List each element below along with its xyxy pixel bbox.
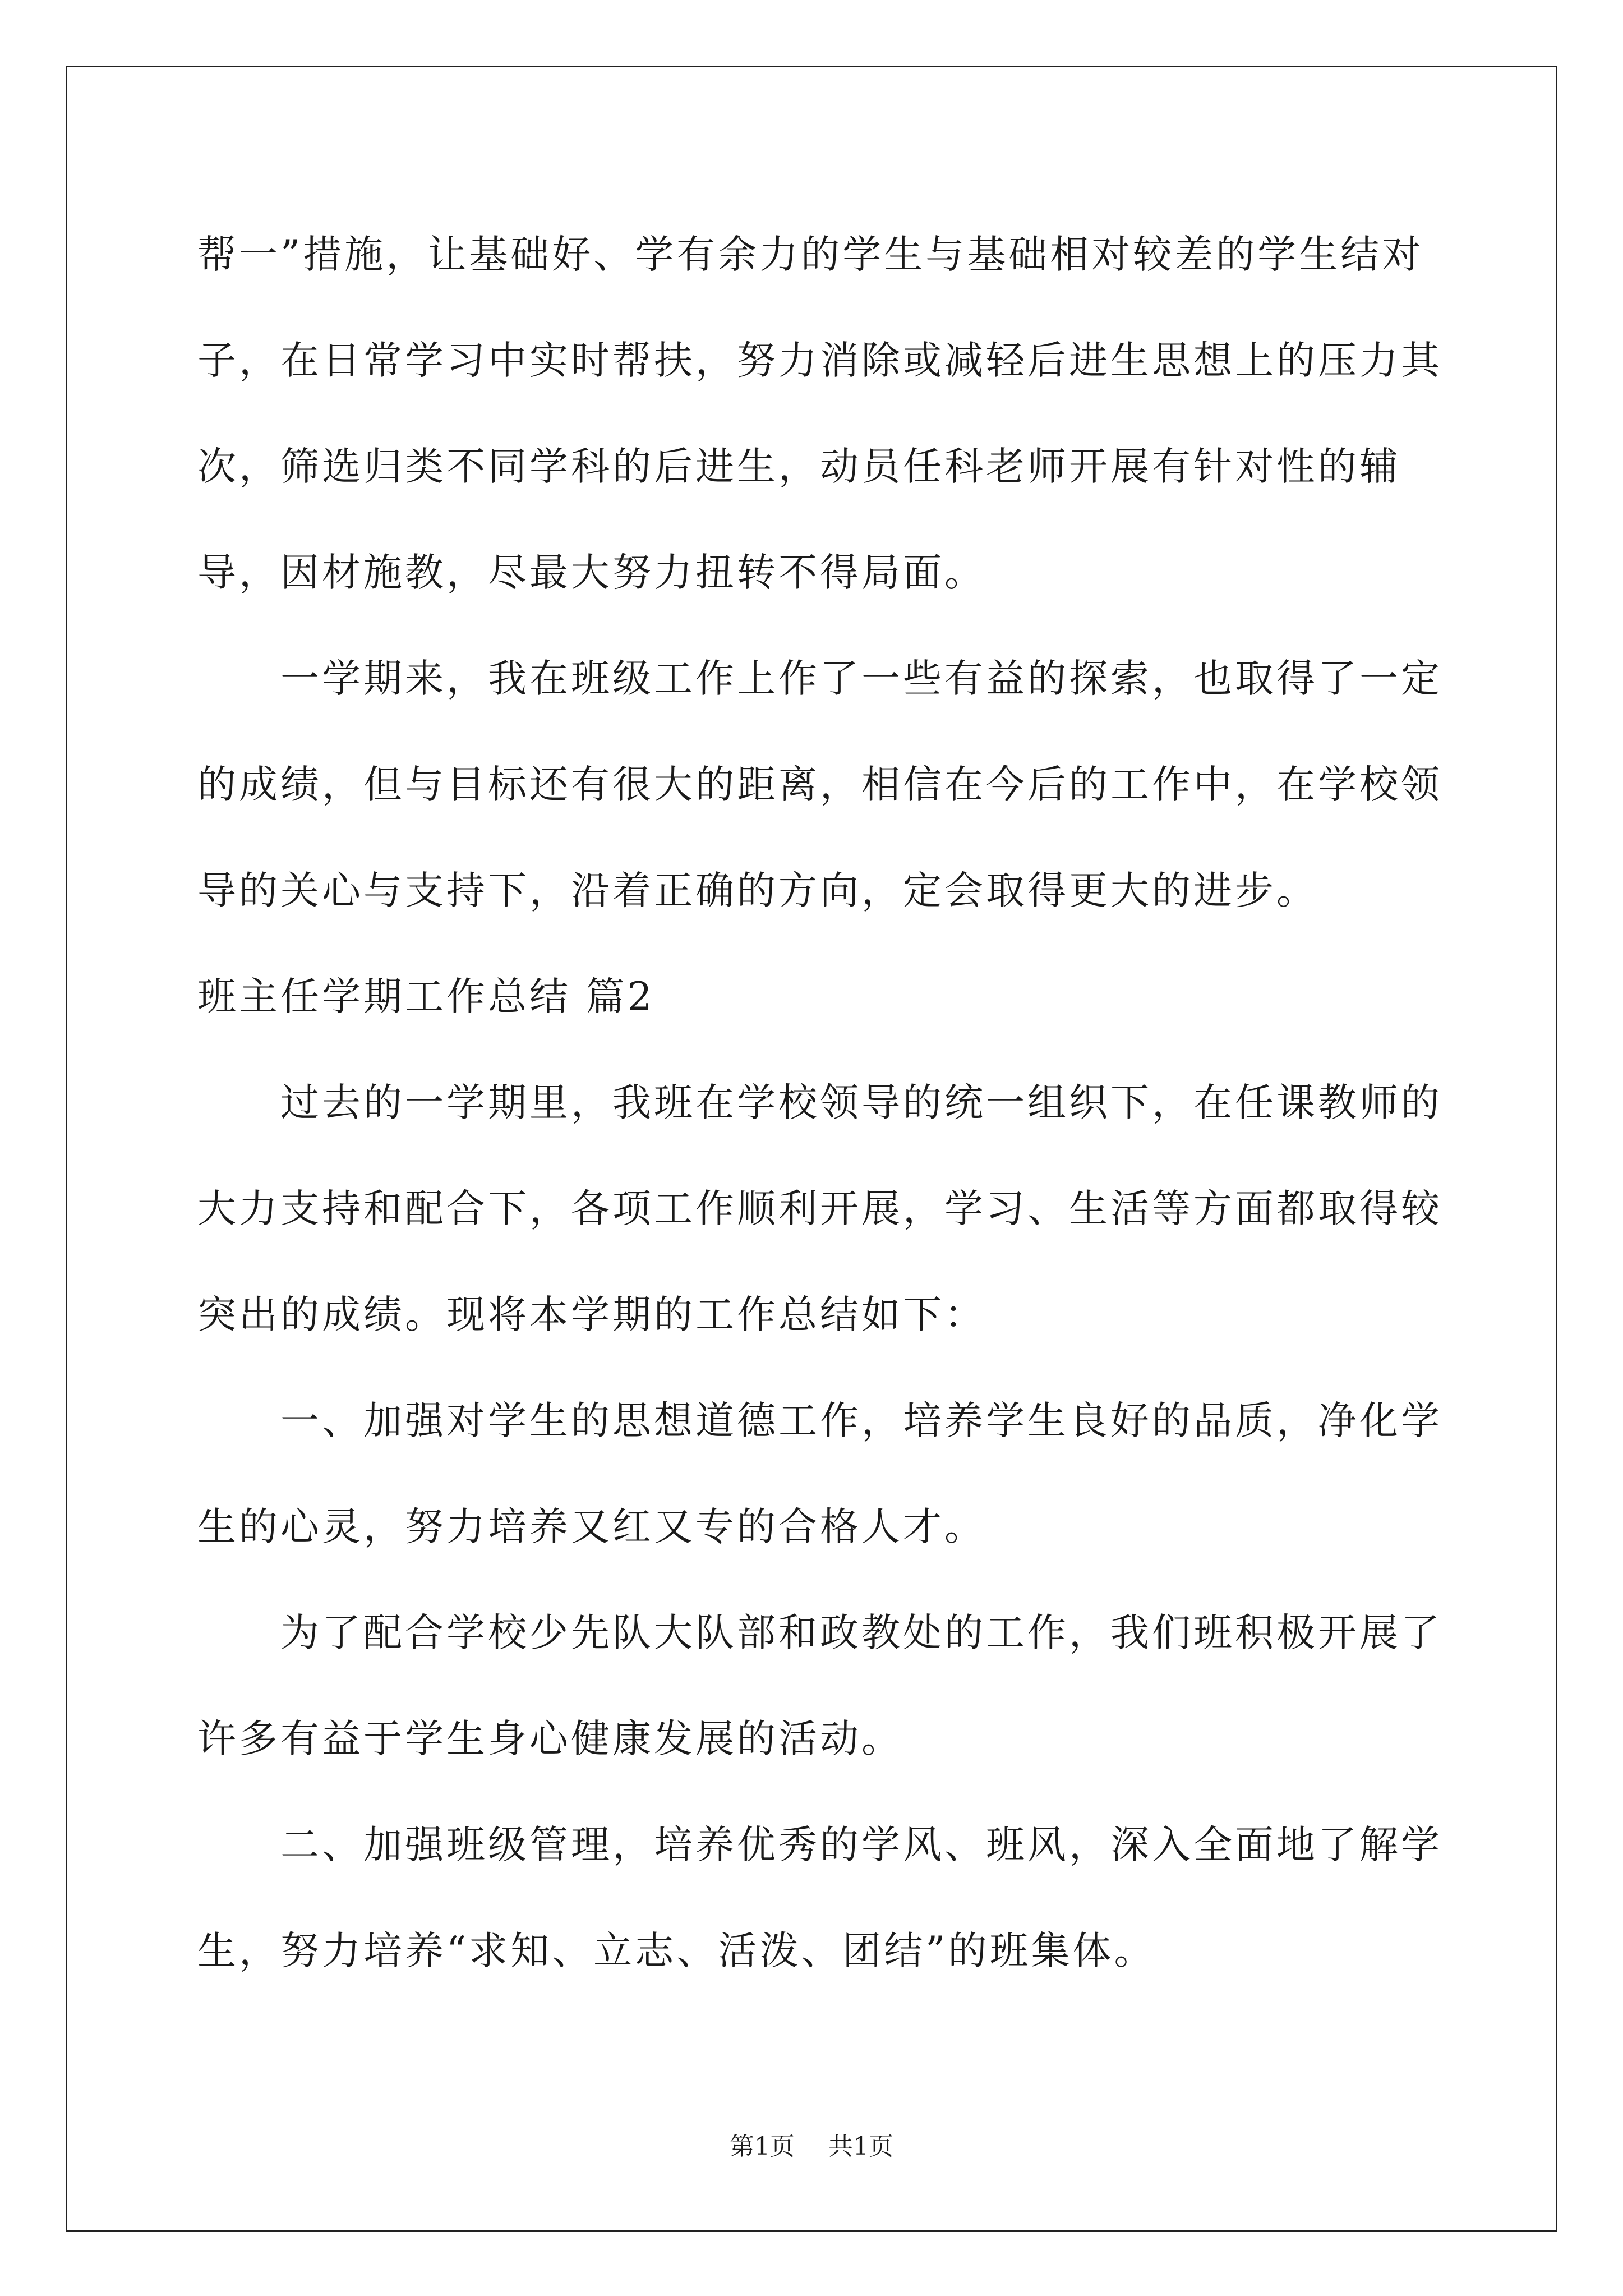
page-number: 第1页 [730, 2132, 795, 2161]
paragraph-continuation: 帮一”措施，让基础好、学有余力的学生与基础相对较差的学生结对子，在日常学习中实时帮扶，努力消除或减轻后进生思想上的压力其次，筛选归类不同学科的后进生，动员任科老师开展有针对性的辅导，因材施教，尽最大努力扭转不得局面。 [197, 232, 1442, 595]
paragraph: 一学期来，我在班级工作上作了一些有益的探索，也取得了一定的成绩，但与目标还有很大的距离，相信在今后的工作中，在学校领导的关心与支持下，沿着正确的方向，定会取得更大的进步。 [197, 656, 1442, 913]
page-total: 共1页 [828, 2132, 893, 2161]
paragraph: 过去的一学期里，我班在学校领导的统一组织下，在任课教师的大力支持和配合下，各项工作顺利开展，学习、生活等方面都取得较突出的成绩。现将本学期的工作总结如下： [197, 1080, 1442, 1337]
paragraph: 一、加强对学生的思想道德工作，培养学生良好的品质，净化学生的心灵，努力培养又红又专的合格人才。 [197, 1398, 1442, 1549]
paragraph: 为了配合学校少先队大队部和政教处的工作，我们班积极开展了许多有益于学生身心健康发展的活动。 [197, 1611, 1442, 1761]
section-heading: 班主任学期工作总结 篇2 [197, 974, 655, 1019]
document-body [197, 202, 1454, 2004]
page-footer [0, 2126, 1623, 2162]
paragraph: 二、加强班级管理，培养优秀的学风、班风，深入全面地了解学生，努力培养“求知、立志、活泼、团结”的班集体。 [197, 1823, 1442, 1973]
